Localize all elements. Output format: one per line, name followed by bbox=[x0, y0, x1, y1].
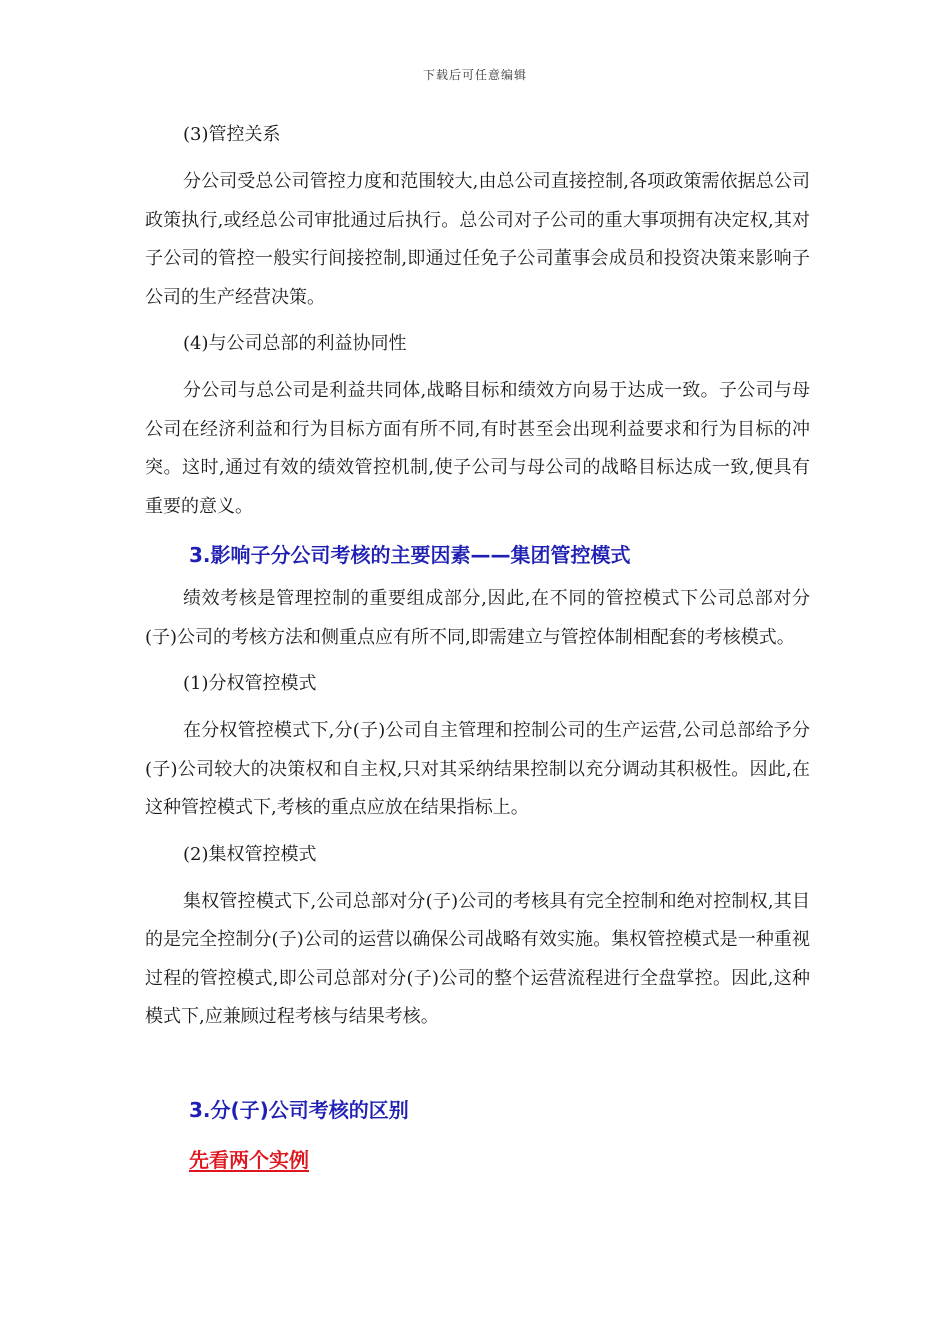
document-body bbox=[145, 122, 810, 1175]
section-heading-factors: 3.影响子分公司考核的主要因素——集团管控模式 bbox=[189, 543, 631, 567]
paragraph-interest-synergy: 分公司与总公司是利益共同体,战略目标和绩效方向易于达成一致。子公司与母公司在经济利益和行为目标方面有所不同,有时甚至会出现利益要求和行为目标的冲突。这时,通过有效的绩效管控机制,使子公司与母公司的战略目标达成一致,便具有重要的意义。 bbox=[145, 380, 810, 517]
page-header: 下载后可任意编辑 bbox=[422, 68, 527, 82]
subheading-centralized: (2)集权管控模式 bbox=[183, 843, 317, 865]
examples-link[interactable]: 先看两个实例 bbox=[189, 1147, 309, 1172]
subheading-decentralized: (1)分权管控模式 bbox=[183, 673, 317, 694]
paragraph-control-relation: 分公司受总公司管控力度和范围较大,由总公司直接控制,各项政策需依据总公司政策执行,或经总公司审批通过后执行。总公司对子公司的重大事项拥有决定权,其对子公司的管控一般实行间接控制,即通过任免子公司董事会成员和投资决策来影响子公司的生产经营决策。 bbox=[145, 171, 810, 308]
paragraph-centralized: 集权管控模式下,公司总部对分(子)公司的考核具有完全控制和绝对控制权,其目的是完全控制分(子)公司的运营以确保公司战略有效实施。集权管控模式是一种重视过程的管控模式,即公司总部对分(子)公司的整个运营流程进行全盘掌控。因此,这种模式下,应兼顾过程考核与结果考核。 bbox=[145, 890, 810, 1027]
paragraph-factors-intro: 绩效考核是管理控制的重要组成部分,因此,在不同的管控模式下公司总部对分(子)公司的考核方法和侧重点应有所不同,即需建立与管控体制相配套的考核模式。 bbox=[145, 588, 810, 648]
paragraph-decentralized: 在分权管控模式下,分(子)公司自主管理和控制公司的生产运营,公司总部给予分(子)公司较大的决策权和自主权,只对其采纳结果控制以充分调动其积极性。因此,在这种管控模式下,考核的重点应放在结果指标上。 bbox=[145, 720, 810, 818]
subheading-interest-synergy: (4)与公司总部的利益协同性 bbox=[183, 333, 407, 354]
section-heading-differences: 3.分(子)公司考核的区别 bbox=[189, 1097, 409, 1122]
subheading-control-relation: (3)管控关系 bbox=[183, 124, 281, 145]
